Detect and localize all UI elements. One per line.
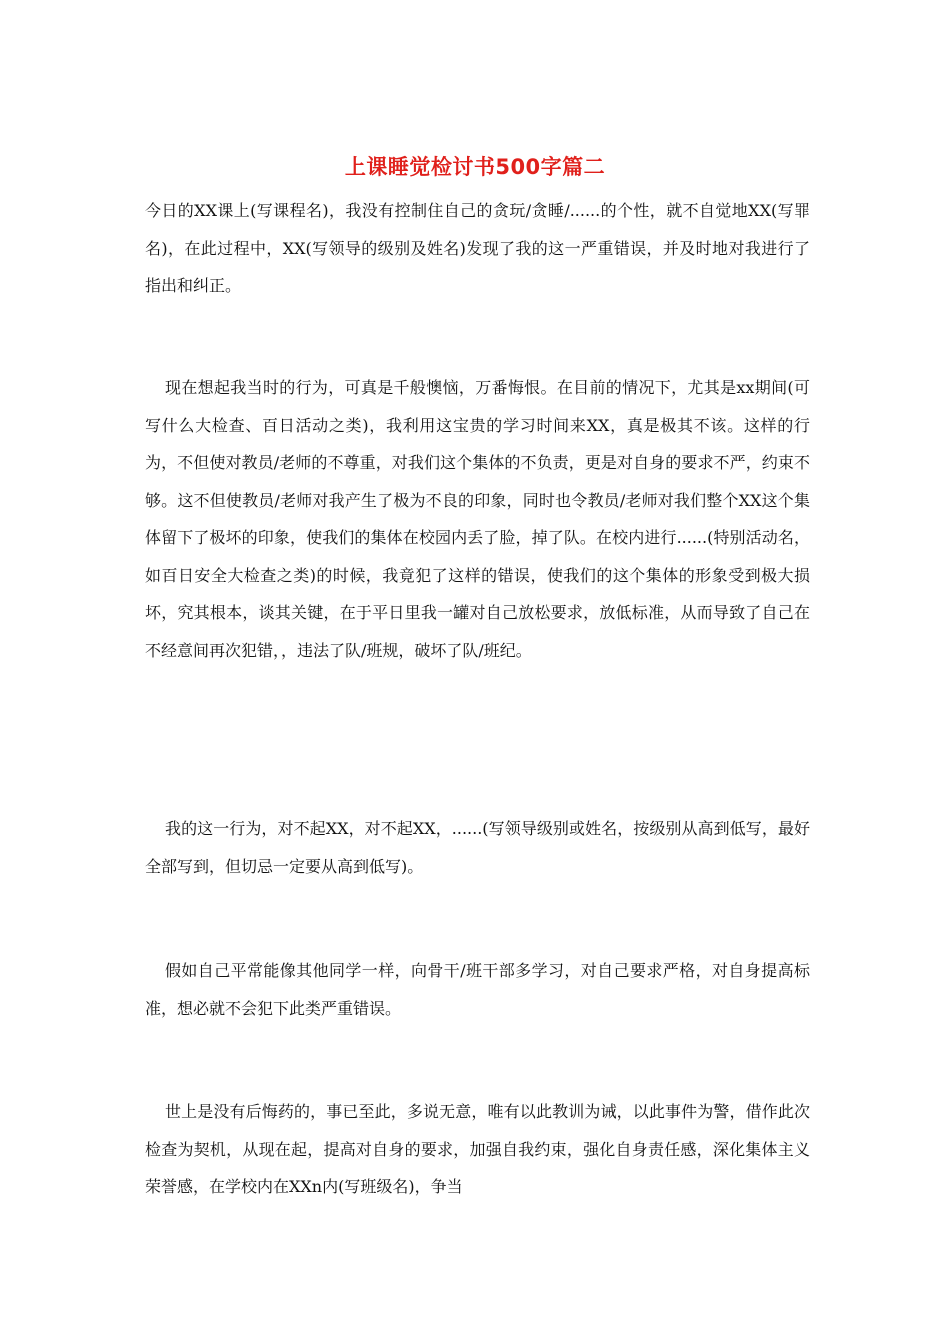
document-title: 上课睡觉检讨书500字篇二 xyxy=(344,155,606,179)
paragraph-4: 假如自己平常能像其他同学一样，向骨干/班干部多学习，对自己要求严格，对自身提高标准，想必就不会犯下此类严重错误。 xyxy=(145,961,810,1018)
paragraph-1: 今日的XX课上(写课程名)，我没有控制住自己的贪玩/贪睡/......的个性，就不自觉地XX(写罪名)，在此过程中，XX(写领导的级别及姓名)发现了我的这一严重错误，并及时地对我进行了指出和纠正。 xyxy=(145,201,810,295)
paragraph-2: 现在想起我当时的行为，可真是千般懊恼，万番悔恨。在目前的情况下，尤其是xx期间(可写什么大检查、百日活动之类)，我利用这宝贵的学习时间来XX，真是极其不该。这样的行为，不但使对教员/老师的不尊重，对我们这个集体的不负责，更是对自身的要求不严，约束不够。这不但使教员/老师对我产生了极为不良的印象，同时也令教员/老师对我们整个XX这个集体留下了极坏的印象，使我们的集体在校园内丢了脸，掉了队。在校内进行......(特别活动名，如百日安全大检查之类)的时候，我竟犯了这样的错误，使我们的这个集体的形象受到极大损坏，究其根本，谈其关键，在于平日里我一罐对自己放松要求，放低标准，从而导致了自己在不经意间再次犯错，，违法了队/班规，破坏了队/班纪。 xyxy=(145,378,810,660)
paragraph-5: 世上是没有后悔药的，事已至此，多说无意，唯有以此教训为诫，以此事件为警，借作此次检查为契机，从现在起，提高对自身的要求，加强自我约束，强化自身责任感，深化集体主义荣誉感，在学校内在XXn内(写班级名)，争当 xyxy=(145,1102,810,1196)
paragraph-3: 我的这一行为，对不起XX，对不起XX，......(写领导级别或姓名，按级别从高到低写，最好全部写到，但切忌一定要从高到低写)。 xyxy=(145,819,810,876)
